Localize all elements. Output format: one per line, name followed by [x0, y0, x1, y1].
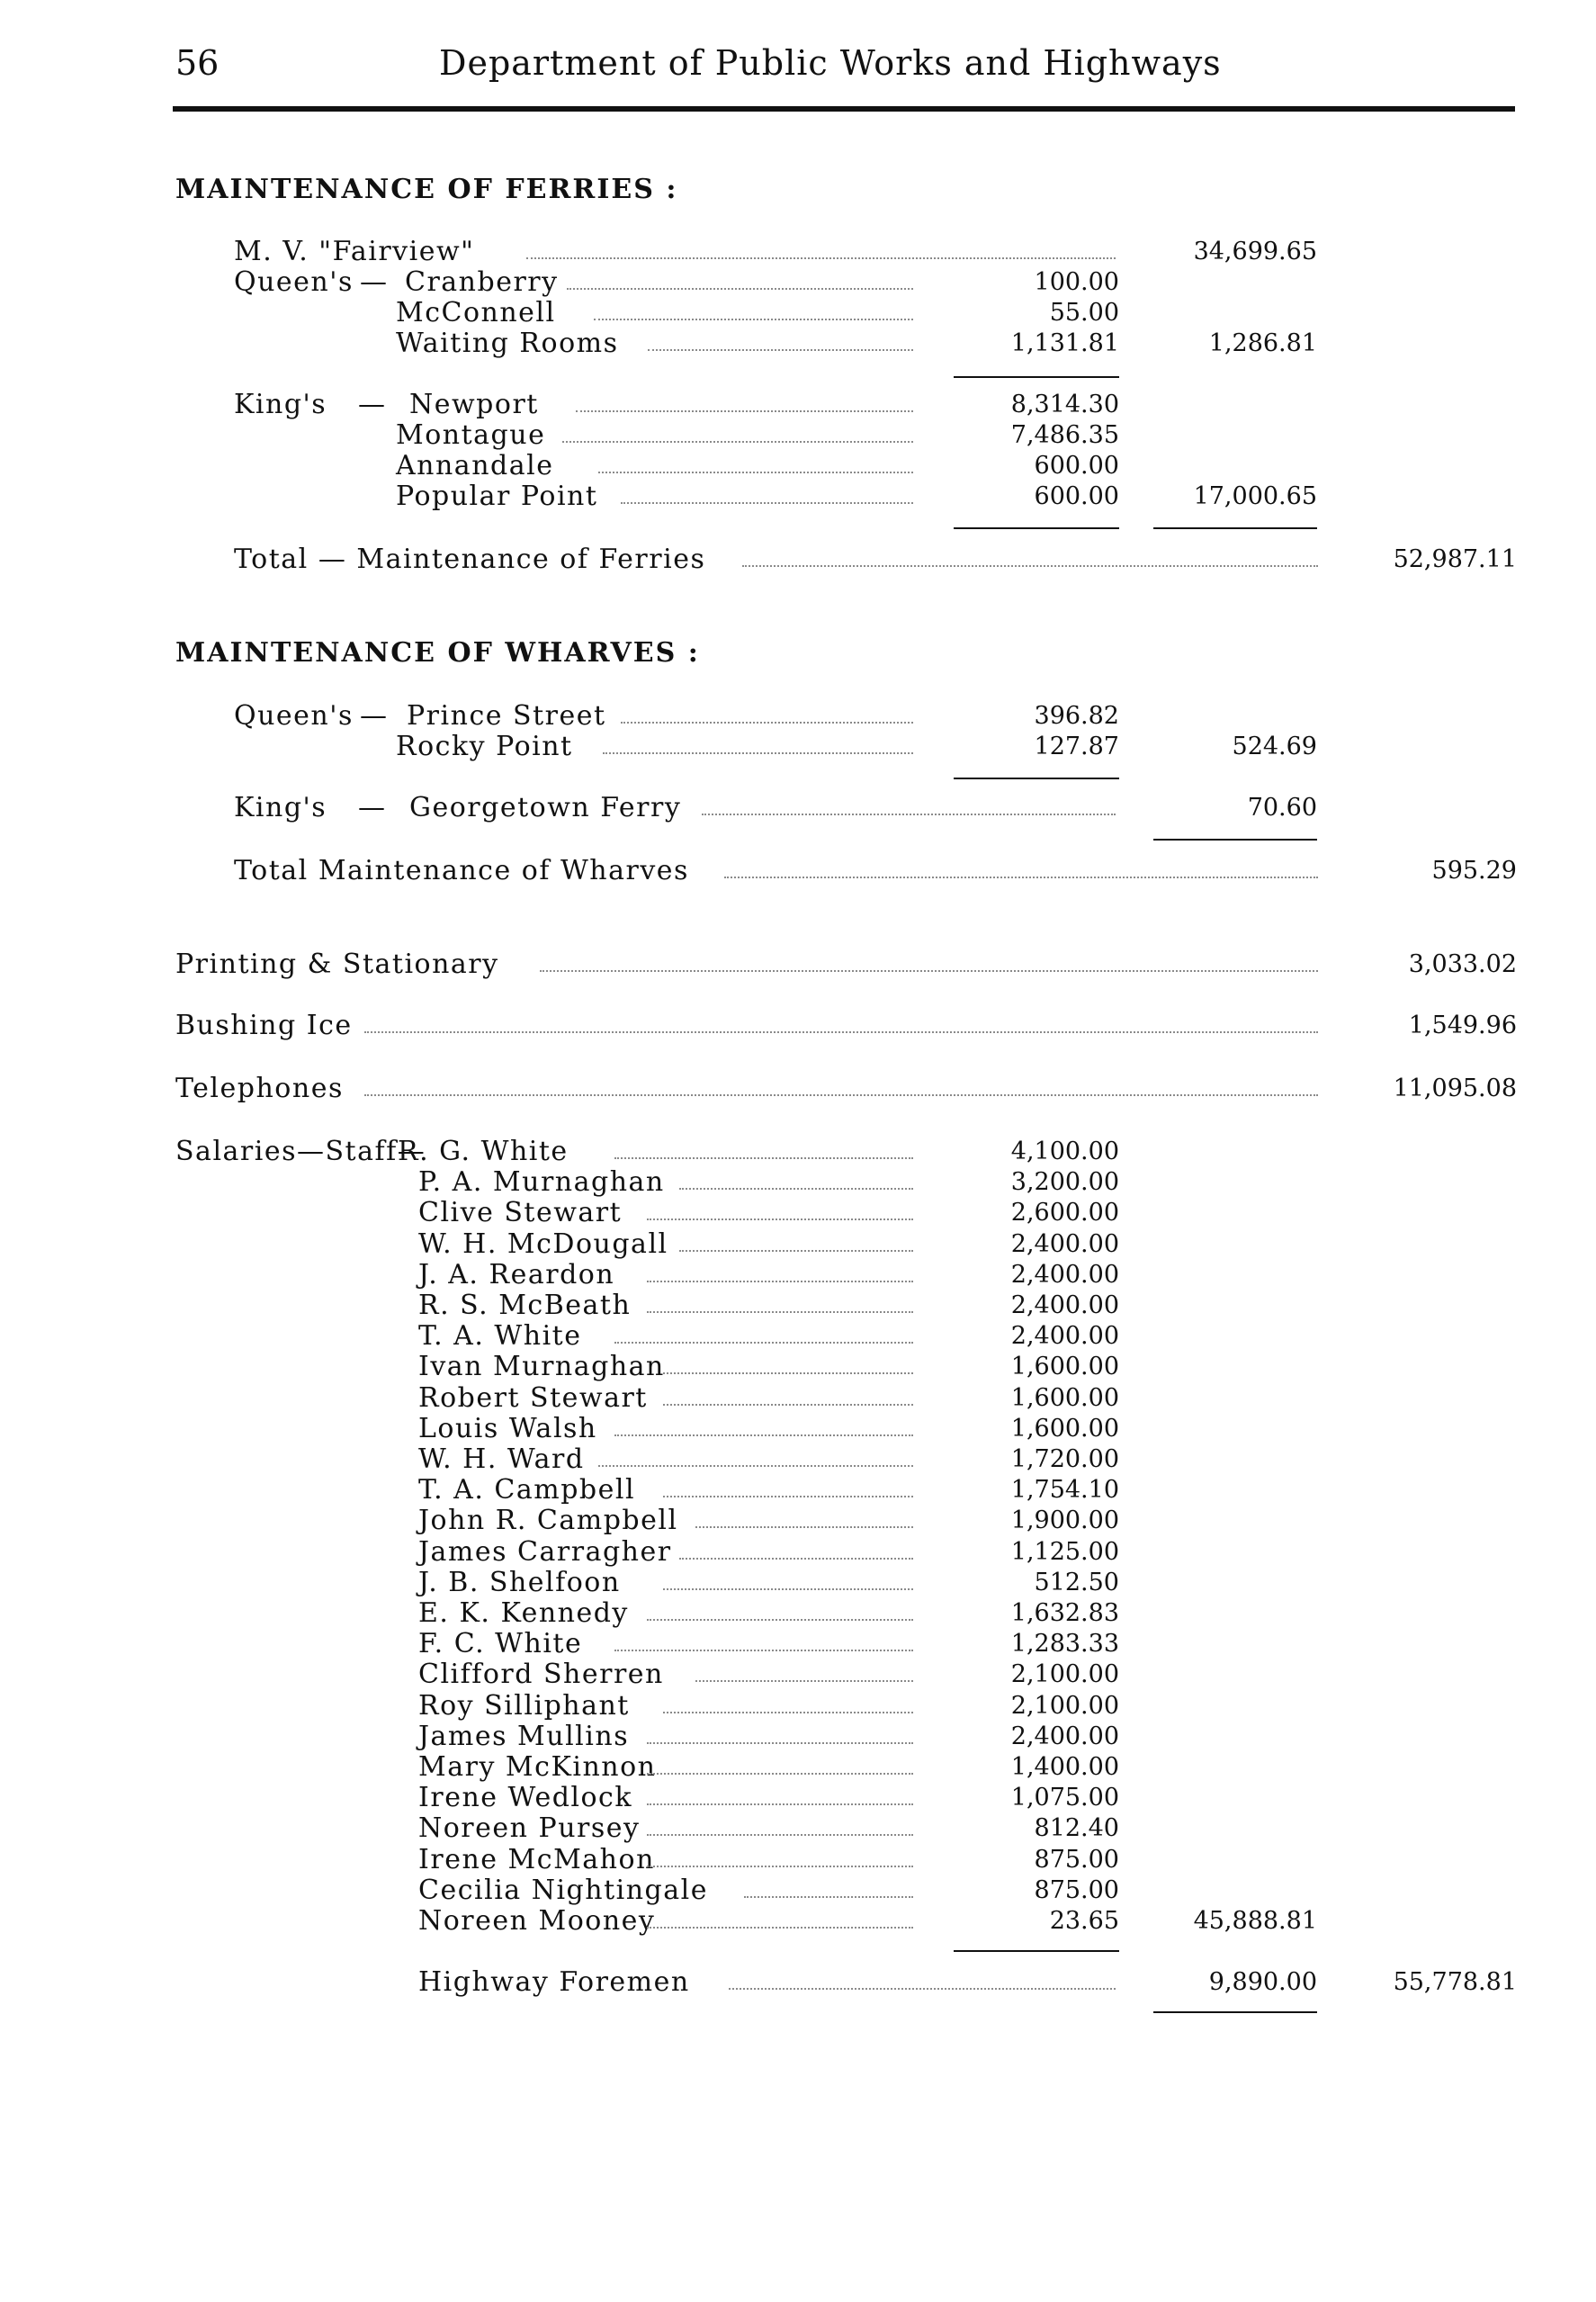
wharf-row-queens-prince-street	[0, 700, 1596, 733]
row-label: Annandale	[396, 450, 554, 481]
page-title: Department of Public Works and Highways	[439, 43, 1222, 83]
leader-dots	[567, 288, 913, 290]
staff-amount: 2,100.00	[1010, 1692, 1119, 1720]
row-amount: 3,033.02	[1408, 950, 1517, 978]
total-amount: 595.29	[1431, 857, 1517, 885]
row-amount: 396.82	[1034, 702, 1119, 730]
leader-dots	[647, 1311, 913, 1313]
staff-row	[0, 1290, 1596, 1322]
staff-row	[0, 1751, 1596, 1784]
staff-amount: 2,400.00	[1010, 1230, 1119, 1258]
subtotal-amount: 1,286.81	[1208, 329, 1317, 357]
staff-row	[0, 1320, 1596, 1353]
leader-dots	[614, 1434, 913, 1436]
ferries-total-row	[0, 544, 1596, 576]
ferry-row-queens-cranberry	[0, 266, 1596, 299]
leader-dots	[614, 1650, 913, 1651]
ferry-row-fairview	[0, 236, 1596, 268]
subtotal-rule	[1153, 2011, 1317, 2013]
row-amount: 34,699.65	[1193, 238, 1317, 265]
staff-amount: 1,632.83	[1010, 1599, 1119, 1627]
total-amount: 52,987.11	[1393, 545, 1517, 573]
section-heading-wharves: MAINTENANCE OF WHARVES :	[175, 637, 700, 669]
row-amount: 1,549.96	[1408, 1012, 1517, 1039]
leader-dots	[663, 1372, 913, 1374]
salaries-total: 55,778.81	[1393, 1968, 1517, 1996]
leader-dots	[364, 1094, 1318, 1096]
staff-name: Cecilia Nightingale	[418, 1875, 708, 1906]
county-label: Queen's	[234, 700, 354, 732]
foremen-row	[0, 1966, 1596, 1999]
staff-name: Noreen Pursey	[418, 1812, 641, 1844]
subtotal-rule	[954, 527, 1119, 529]
row-label: Cranberry	[405, 266, 559, 298]
leader-dots	[663, 1588, 913, 1590]
row-amount: 8,314.30	[1010, 391, 1119, 418]
row-amount: 9,890.00	[1208, 1968, 1317, 1996]
staff-name: Louis Walsh	[418, 1413, 597, 1444]
row-label: Rocky Point	[396, 731, 573, 762]
row-label: Newport	[409, 389, 539, 420]
leader-dots	[526, 257, 1116, 259]
subtotal-rule	[954, 376, 1119, 378]
staff-amount: 2,400.00	[1010, 1261, 1119, 1289]
staff-name: J. B. Shelfoon	[418, 1567, 621, 1598]
staff-name: John R. Campbell	[418, 1505, 678, 1536]
staff-name: R. S. McBeath	[418, 1290, 632, 1321]
subtotal-rule	[954, 1950, 1119, 1952]
leader-dots	[679, 1250, 913, 1252]
leader-dots	[562, 441, 913, 443]
wharves-total-row	[0, 855, 1596, 887]
subtotal-rule	[954, 778, 1119, 779]
staff-amount: 1,754.10	[1010, 1476, 1119, 1504]
staff-amount: 2,600.00	[1010, 1199, 1119, 1227]
staff-row	[0, 1721, 1596, 1753]
leader-dots	[598, 1465, 913, 1467]
staff-name: W. H. McDougall	[418, 1228, 668, 1260]
staff-name: T. A. White	[418, 1320, 582, 1352]
county-dash: —	[360, 700, 389, 732]
leader-dots	[647, 1773, 913, 1775]
wharf-row-queens-rocky-point	[0, 731, 1596, 763]
staff-name: Irene Wedlock	[418, 1782, 633, 1813]
leader-dots	[621, 722, 913, 724]
staff-amount: 812.40	[1034, 1814, 1119, 1842]
row-label: Waiting Rooms	[396, 328, 619, 359]
row-label: McConnell	[396, 297, 556, 328]
staff-name: Robert Stewart	[418, 1382, 648, 1414]
row-label: Popular Point	[396, 481, 598, 512]
leader-dots	[594, 319, 913, 320]
leader-dots	[647, 1218, 913, 1220]
ferry-row-kings-montague	[0, 419, 1596, 452]
staff-amount: 1,283.33	[1010, 1630, 1119, 1658]
ferry-row-kings-newport	[0, 389, 1596, 421]
staff-name: Roy Silliphant	[418, 1690, 630, 1722]
county-label: King's	[234, 792, 327, 823]
staff-row	[0, 1875, 1596, 1907]
leader-dots	[647, 1927, 913, 1929]
staff-row	[0, 1228, 1596, 1261]
county-label: Queen's	[234, 266, 354, 298]
staff-name: W. H. Ward	[418, 1443, 585, 1475]
staff-row	[0, 1812, 1596, 1845]
leader-dots	[647, 1866, 913, 1867]
row-amount: 1,131.81	[1010, 329, 1119, 357]
staff-name: T. A. Campbell	[418, 1474, 636, 1506]
staff-name: Mary McKinnon	[418, 1751, 657, 1783]
staff-row	[0, 1351, 1596, 1383]
leader-dots	[621, 502, 913, 504]
staff-row	[0, 1567, 1596, 1599]
staff-amount: 2,400.00	[1010, 1722, 1119, 1750]
staff-name: James Carragher	[418, 1536, 672, 1568]
staff-row	[0, 1136, 1596, 1168]
staff-name: James Mullins	[418, 1721, 630, 1752]
staff-row	[0, 1197, 1596, 1229]
staff-subtotal: 45,888.81	[1193, 1907, 1317, 1935]
leader-dots	[647, 1281, 913, 1282]
subtotal-amount: 524.69	[1232, 733, 1317, 760]
staff-row	[0, 1536, 1596, 1569]
total-label: Total Maintenance of Wharves	[234, 855, 689, 886]
ferry-row-kings-popular-point	[0, 481, 1596, 513]
leader-dots	[724, 877, 1318, 878]
staff-amount: 875.00	[1034, 1876, 1119, 1904]
row-amount: 70.60	[1247, 794, 1317, 822]
staff-name: Clifford Sherren	[418, 1659, 664, 1690]
leader-dots	[663, 1404, 913, 1406]
leader-dots	[679, 1188, 913, 1190]
staff-row	[0, 1413, 1596, 1445]
page-header	[175, 43, 1516, 97]
leader-dots	[729, 1988, 1116, 1990]
leader-dots	[614, 1157, 913, 1159]
staff-amount: 23.65	[1049, 1907, 1119, 1935]
row-amount: 600.00	[1034, 452, 1119, 480]
leader-dots	[695, 1680, 913, 1682]
staff-amount: 4,100.00	[1010, 1138, 1119, 1165]
leader-dots	[614, 1342, 913, 1344]
staff-amount: 875.00	[1034, 1846, 1119, 1874]
misc-row-bushing-ice	[0, 1010, 1596, 1042]
subtotal-rule	[1153, 839, 1317, 841]
page-number: 56	[175, 43, 220, 83]
row-amount: 7,486.35	[1010, 421, 1119, 449]
leader-dots	[744, 1896, 913, 1898]
subtotal-rule	[1153, 527, 1317, 529]
misc-row-telephones	[0, 1073, 1596, 1105]
row-label: M. V. "Fairview"	[234, 236, 475, 267]
staff-row	[0, 1597, 1596, 1630]
leader-dots	[364, 1031, 1318, 1033]
staff-name: Irene McMahon	[418, 1844, 655, 1875]
staff-name: F. C. White	[418, 1628, 583, 1659]
staff-name: Ivan Murnaghan	[418, 1351, 665, 1382]
leader-dots	[603, 752, 913, 754]
staff-amount: 1,600.00	[1010, 1384, 1119, 1412]
row-label: Montague	[396, 419, 546, 451]
staff-amount: 1,600.00	[1010, 1353, 1119, 1380]
county-dash: —	[360, 266, 389, 298]
staff-row	[0, 1259, 1596, 1291]
staff-amount: 1,900.00	[1010, 1506, 1119, 1534]
section-heading-ferries: MAINTENANCE OF FERRIES :	[175, 174, 678, 205]
leader-dots	[540, 970, 1318, 972]
staff-name: P. A. Murnaghan	[418, 1166, 665, 1198]
staff-row	[0, 1690, 1596, 1722]
leader-dots	[742, 565, 1318, 567]
staff-row	[0, 1905, 1596, 1938]
staff-amount: 2,400.00	[1010, 1291, 1119, 1319]
leader-dots	[647, 1803, 913, 1805]
staff-amount: 1,720.00	[1010, 1445, 1119, 1473]
ferry-row-queens-waiting-rooms	[0, 328, 1596, 360]
staff-amount: 1,125.00	[1010, 1538, 1119, 1566]
staff-name: Noreen Mooney	[418, 1905, 656, 1937]
row-label: Printing & Stationary	[175, 949, 499, 980]
ferry-row-queens-mcconnell	[0, 297, 1596, 329]
subtotal-amount: 17,000.65	[1193, 482, 1317, 510]
row-label: Prince Street	[407, 700, 606, 732]
staff-amount: 2,400.00	[1010, 1322, 1119, 1350]
misc-row-printing	[0, 949, 1596, 981]
row-amount: 55.00	[1049, 299, 1119, 327]
staff-row	[0, 1474, 1596, 1506]
ferry-row-kings-annandale	[0, 450, 1596, 482]
county-dash: —	[358, 389, 387, 420]
staff-amount: 1,075.00	[1010, 1784, 1119, 1812]
staff-amount: 3,200.00	[1010, 1168, 1119, 1196]
staff-row	[0, 1505, 1596, 1537]
row-label: Georgetown Ferry	[409, 792, 682, 823]
leader-dots	[702, 814, 1116, 815]
row-label: Bushing Ice	[175, 1010, 353, 1041]
leader-dots	[663, 1712, 913, 1713]
county-label: King's	[234, 389, 327, 420]
leader-dots	[648, 349, 913, 351]
staff-name: E. K. Kennedy	[418, 1597, 629, 1629]
row-amount: 11,095.08	[1393, 1075, 1517, 1102]
row-label: Telephones	[175, 1073, 344, 1104]
staff-name: R. G. White	[398, 1136, 569, 1167]
leader-dots	[647, 1619, 913, 1621]
salaries-label: Salaries—Staff—	[175, 1136, 426, 1167]
county-dash: —	[358, 792, 387, 823]
staff-amount: 1,600.00	[1010, 1415, 1119, 1443]
staff-row	[0, 1659, 1596, 1691]
staff-row	[0, 1443, 1596, 1476]
staff-amount: 512.50	[1034, 1569, 1119, 1596]
wharf-row-kings-georgetown	[0, 792, 1596, 824]
row-amount: 100.00	[1034, 268, 1119, 296]
leader-dots	[663, 1496, 913, 1497]
staff-row	[0, 1844, 1596, 1876]
leader-dots	[598, 472, 913, 473]
staff-row	[0, 1782, 1596, 1814]
row-amount: 127.87	[1034, 733, 1119, 760]
staff-amount: 2,100.00	[1010, 1660, 1119, 1688]
staff-row	[0, 1382, 1596, 1415]
leader-dots	[647, 1742, 913, 1744]
staff-amount: 1,400.00	[1010, 1753, 1119, 1781]
leader-dots	[695, 1526, 913, 1528]
row-amount: 600.00	[1034, 482, 1119, 510]
leader-dots	[647, 1834, 913, 1836]
staff-row	[0, 1628, 1596, 1660]
staff-name: Clive Stewart	[418, 1197, 623, 1228]
staff-name: J. A. Reardon	[418, 1259, 615, 1290]
total-label: Total — Maintenance of Ferries	[234, 544, 706, 575]
staff-row	[0, 1166, 1596, 1199]
row-label: Highway Foremen	[418, 1966, 690, 1998]
leader-dots	[576, 410, 913, 412]
leader-dots	[679, 1558, 913, 1560]
header-rule	[173, 106, 1515, 112]
